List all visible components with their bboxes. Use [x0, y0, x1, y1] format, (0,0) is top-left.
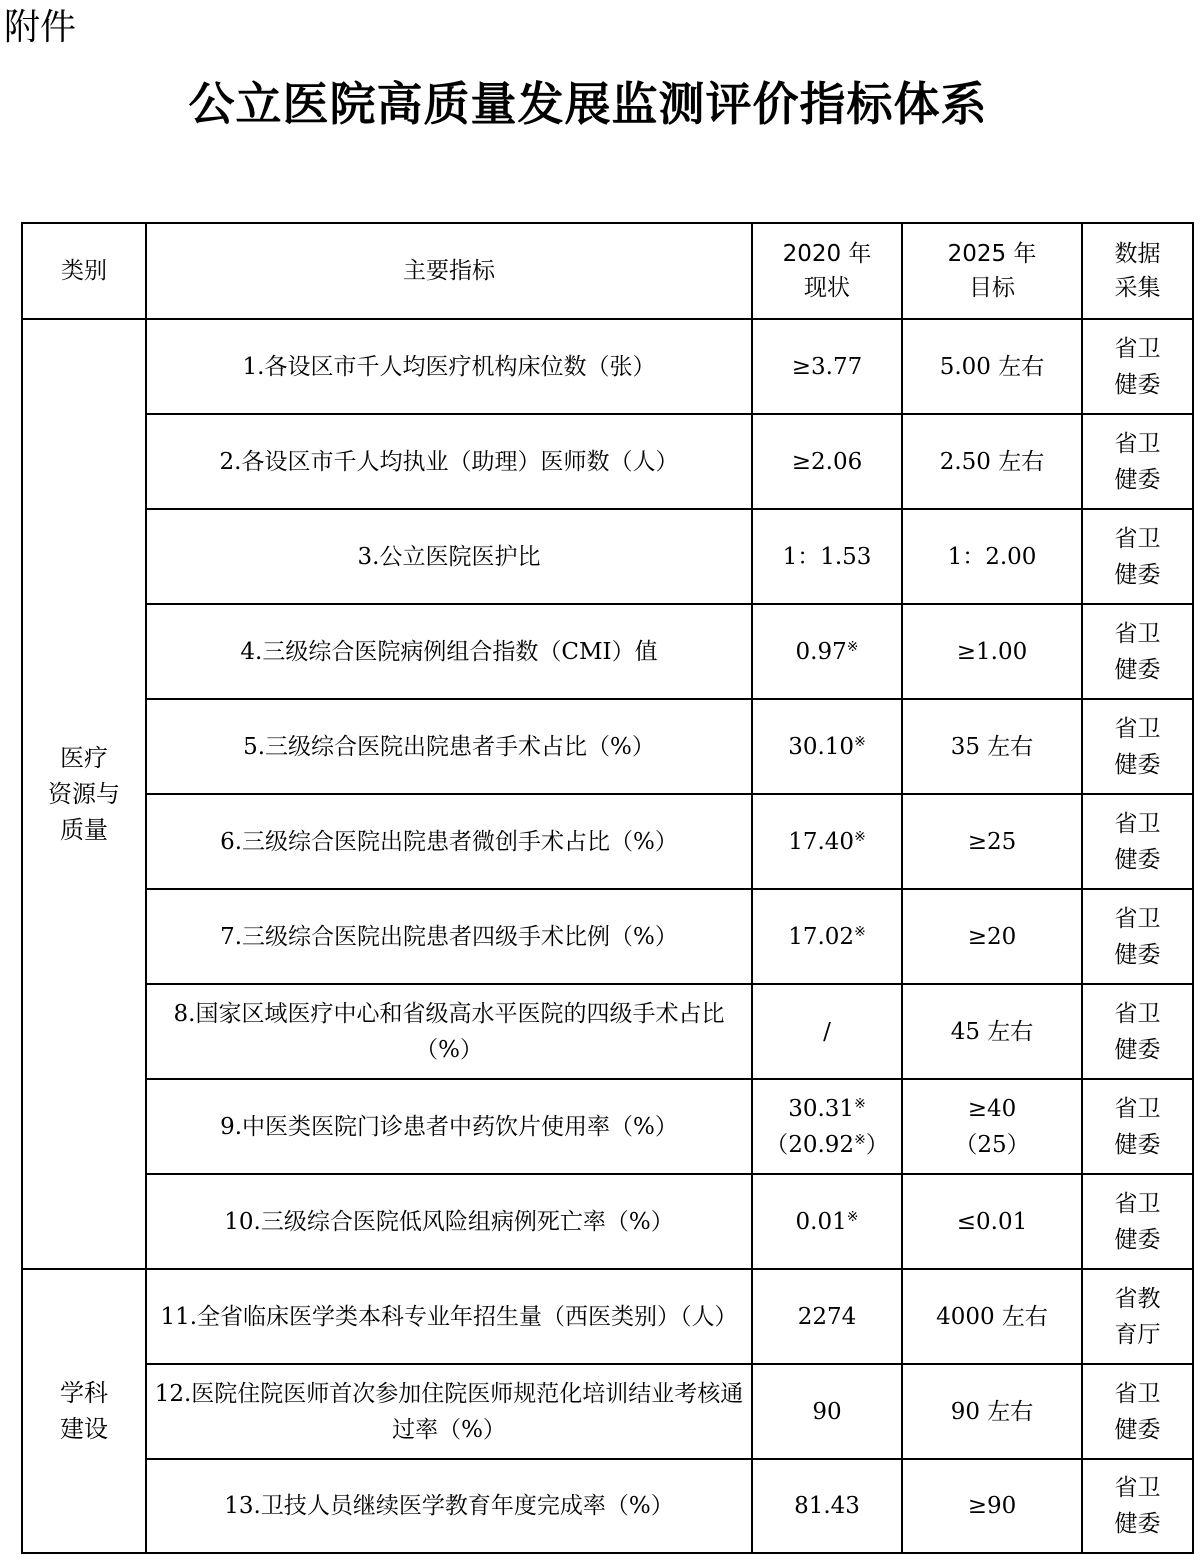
target-value: ≥20 — [967, 923, 1017, 950]
data-source-line: 健委 — [1114, 561, 1161, 588]
current-value-line — [753, 349, 901, 385]
target-value: 1：2.00 — [947, 543, 1037, 570]
data-source-cell — [1082, 1364, 1193, 1459]
table-header-row — [22, 223, 1193, 319]
header-current — [752, 223, 902, 319]
current-value: 17.40 — [788, 828, 855, 855]
current-value: 1：1.53 — [782, 543, 872, 570]
current-value: 17.02 — [788, 923, 855, 950]
current-value-cell — [752, 509, 902, 604]
current-value: ≥3.77 — [791, 353, 863, 380]
estimate-mark: ※ — [854, 923, 866, 940]
data-source-cell — [1082, 319, 1193, 414]
data-source-cell — [1082, 984, 1193, 1079]
target-value: ≥25 — [967, 828, 1017, 855]
category-cell — [22, 319, 146, 1269]
data-source-cell — [1082, 889, 1193, 984]
target-value-cell — [902, 699, 1082, 794]
data-source-line: 省卫 — [1114, 715, 1161, 742]
target-value: 35 左右 — [950, 733, 1034, 760]
header-target-label: 目标 — [969, 275, 1015, 301]
category-label-line: 医疗 — [60, 744, 108, 772]
data-source-line: 省卫 — [1114, 1190, 1161, 1217]
current-value-line — [753, 1091, 901, 1127]
current-value: ≥2.06 — [791, 448, 863, 475]
data-source-cell — [1082, 1174, 1193, 1269]
data-source-line: 健委 — [1114, 371, 1161, 398]
current-value: 30.31 — [788, 1095, 855, 1122]
data-source-cell — [1082, 1459, 1193, 1553]
table-row — [22, 1269, 1193, 1364]
estimate-mark: ※ — [854, 1131, 866, 1148]
category-label-line: 学科 — [60, 1379, 108, 1407]
current-value-line — [753, 539, 901, 575]
current-value-line — [753, 634, 901, 670]
header-category: 类别 — [22, 223, 146, 319]
estimate-mark: ※ — [854, 828, 866, 845]
category-label-line: 质量 — [60, 816, 108, 844]
header-target-year: 2025 年 — [947, 241, 1037, 267]
target-value: 5.00 左右 — [939, 353, 1045, 380]
target-value: 45 左右 — [950, 1018, 1034, 1045]
data-source-line: 省卫 — [1114, 1000, 1161, 1027]
header-current-label: 现状 — [804, 275, 850, 301]
current-value-cell — [752, 1079, 902, 1174]
current-value-line — [753, 824, 901, 860]
data-source-line: 省卫 — [1114, 1380, 1161, 1407]
data-source-cell — [1082, 414, 1193, 509]
table-row — [22, 319, 1193, 414]
target-value: 2.50 左右 — [939, 448, 1045, 475]
target-value-cell — [902, 1079, 1082, 1174]
current-value-line — [753, 1488, 901, 1524]
current-value-cell — [752, 699, 902, 794]
header-target — [902, 223, 1082, 319]
current-value-line — [753, 1394, 901, 1430]
target-value-cell — [902, 604, 1082, 699]
target-value-cell — [902, 1459, 1082, 1553]
data-source-cell — [1082, 1079, 1193, 1174]
target-sub-value: （25） — [954, 1131, 1030, 1158]
current-value: 30.10 — [788, 733, 855, 760]
target-value-cell — [902, 984, 1082, 1079]
current-value: 90 — [812, 1398, 842, 1425]
target-value: ≥40 — [967, 1095, 1017, 1122]
current-value-line — [753, 444, 901, 480]
estimate-mark: ※ — [854, 1095, 866, 1112]
indicator-cell: 11.全省临床医学类本科专业年招生量（西医类别）（人） — [146, 1269, 752, 1364]
current-value-cell — [752, 604, 902, 699]
data-source-cell — [1082, 794, 1193, 889]
table-body — [22, 319, 1193, 1553]
indicator-cell: 13.卫技人员继续医学教育年度完成率（%） — [146, 1459, 752, 1553]
data-source-cell — [1082, 509, 1193, 604]
data-source-line: 健委 — [1114, 941, 1161, 968]
target-value-cell — [902, 414, 1082, 509]
data-source-cell — [1082, 1269, 1193, 1364]
current-sub-value: （20.92 — [765, 1131, 855, 1158]
data-source-line: 育厅 — [1114, 1321, 1161, 1348]
data-source-line: 健委 — [1114, 1511, 1161, 1537]
indicator-cell: 10.三级综合医院低风险组病例死亡率（%） — [146, 1174, 752, 1269]
current-value: / — [823, 1018, 831, 1045]
data-source-line: 健委 — [1114, 656, 1161, 683]
indicator-cell: 12.医院住院医师首次参加住院医师规范化培训结业考核通过率（%） — [146, 1364, 752, 1459]
category-label-line: 建设 — [60, 1415, 108, 1443]
target-value: 90 左右 — [950, 1398, 1034, 1425]
indicator-cell: 8.国家区域医疗中心和省级高水平医院的四级手术占比（%） — [146, 984, 752, 1079]
indicator-cell: 3.公立医院医护比 — [146, 509, 752, 604]
table-row — [22, 794, 1193, 889]
current-value-cell — [752, 984, 902, 1079]
current-sub-close: ） — [865, 1131, 889, 1158]
target-value: ≥90 — [967, 1493, 1017, 1519]
table-row — [22, 984, 1193, 1079]
data-source-line: 健委 — [1114, 466, 1161, 493]
attachment-label: 附件 — [4, 7, 77, 48]
table-row — [22, 414, 1193, 509]
header-indicator: 主要指标 — [146, 223, 752, 319]
header-source-line2: 采集 — [1114, 275, 1161, 301]
indicator-cell: 9.中医类医院门诊患者中药饮片使用率（%） — [146, 1079, 752, 1174]
data-source-line: 省卫 — [1114, 430, 1161, 457]
current-value: 0.97 — [795, 638, 847, 665]
header-current-year: 2020 年 — [782, 241, 872, 267]
estimate-mark: ※ — [846, 638, 859, 655]
target-value-cell — [902, 889, 1082, 984]
indicator-cell: 2.各设区市千人均执业（助理）医师数（人） — [146, 414, 752, 509]
category-cell — [22, 1269, 146, 1553]
current-value-cell — [752, 1174, 902, 1269]
data-source-cell — [1082, 604, 1193, 699]
table-row — [22, 1174, 1193, 1269]
data-source-line: 健委 — [1114, 751, 1161, 778]
current-value-line — [753, 1299, 901, 1335]
table-row — [22, 1079, 1193, 1174]
current-value: 0.01 — [795, 1208, 847, 1235]
current-value-cell — [752, 1459, 902, 1553]
data-source-line: 省卫 — [1114, 335, 1161, 362]
table-row — [22, 699, 1193, 794]
current-value-line — [753, 919, 901, 955]
current-value-line — [753, 1204, 901, 1240]
target-value-cell — [902, 1364, 1082, 1459]
current-value: 2274 — [797, 1303, 857, 1330]
data-source-line: 健委 — [1114, 846, 1161, 873]
target-value: 4000 左右 — [936, 1303, 1048, 1330]
current-value-cell — [752, 889, 902, 984]
document-title: 公立医院高质量发展监测评价指标体系 — [188, 77, 988, 131]
indicator-cell: 7.三级综合医院出院患者四级手术比例（%） — [146, 889, 752, 984]
data-source-line: 省卫 — [1114, 1095, 1161, 1122]
data-source-line: 健委 — [1114, 1226, 1161, 1253]
header-source-line1: 数据 — [1114, 241, 1161, 267]
table-row — [22, 1459, 1193, 1553]
table-row — [22, 889, 1193, 984]
indicator-cell: 6.三级综合医院出院患者微创手术占比（%） — [146, 794, 752, 889]
current-value-cell — [752, 414, 902, 509]
target-value-cell — [902, 509, 1082, 604]
current-value-cell — [752, 319, 902, 414]
current-value-cell — [752, 1364, 902, 1459]
estimate-mark: ※ — [846, 1208, 859, 1225]
table-row — [22, 604, 1193, 699]
data-source-line: 省卫 — [1114, 905, 1161, 932]
data-source-line: 省卫 — [1114, 1475, 1161, 1501]
current-value-line — [753, 729, 901, 765]
data-source-line: 省教 — [1114, 1285, 1161, 1312]
target-value-cell — [902, 319, 1082, 414]
current-value: 81.43 — [794, 1493, 860, 1519]
current-sub-line — [753, 1127, 901, 1163]
data-source-cell — [1082, 699, 1193, 794]
estimate-mark: ※ — [854, 733, 866, 750]
table-row — [22, 1364, 1193, 1459]
indicator-cell: 5.三级综合医院出院患者手术占比（%） — [146, 699, 752, 794]
current-value-cell — [752, 794, 902, 889]
data-source-line: 省卫 — [1114, 810, 1161, 837]
data-source-line: 健委 — [1114, 1036, 1161, 1063]
category-label-line: 资源与 — [48, 780, 120, 808]
target-value: ≤0.01 — [956, 1208, 1028, 1235]
data-source-line: 省卫 — [1114, 620, 1161, 647]
table-row — [22, 509, 1193, 604]
target-value: ≥1.00 — [956, 638, 1028, 665]
header-source — [1082, 223, 1193, 319]
data-source-line: 健委 — [1114, 1131, 1161, 1158]
indicator-cell: 4.三级综合医院病例组合指数（CMI）值 — [146, 604, 752, 699]
current-value-line — [753, 1014, 901, 1050]
data-source-line: 省卫 — [1114, 525, 1161, 552]
indicator-table — [21, 222, 1194, 1554]
target-value-cell — [902, 1269, 1082, 1364]
target-value-cell — [902, 1174, 1082, 1269]
data-source-line: 健委 — [1114, 1416, 1161, 1443]
indicator-cell: 1.各设区市千人均医疗机构床位数（张） — [146, 319, 752, 414]
target-value-cell — [902, 794, 1082, 889]
current-value-cell — [752, 1269, 902, 1364]
